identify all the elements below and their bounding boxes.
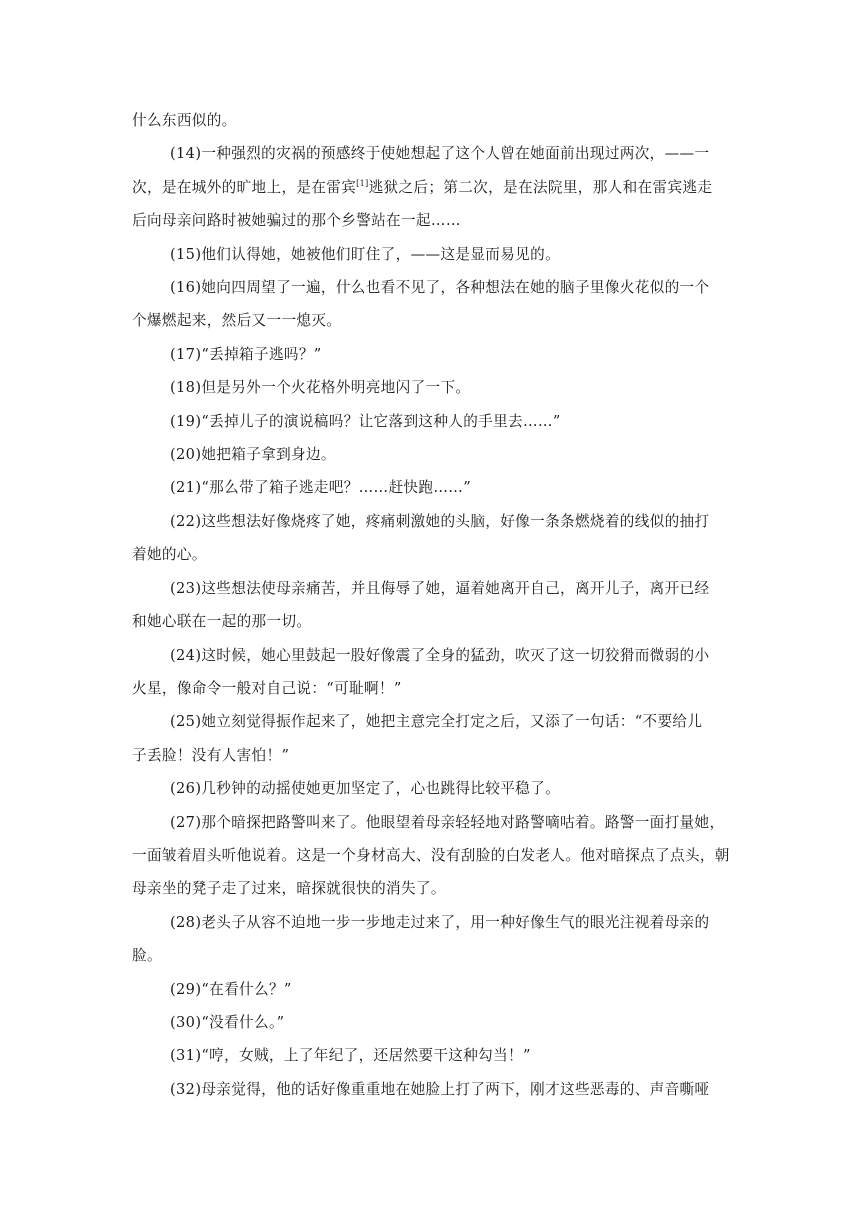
lead-line: 什么东西似的。 (132, 112, 237, 129)
paragraph-line: (15)他们认得她，她被他们盯住了，——这是显而易见的。 (170, 245, 561, 263)
paragraph-line: (23)这些想法使母亲痛苦，并且侮辱了她，逼着她离开自己，离开儿子，离开已经 (170, 579, 710, 597)
paragraph-24 (132, 639, 732, 706)
paragraph-18 (132, 371, 732, 404)
paragraph-line: 着她的心。 (132, 546, 207, 564)
paragraph-line: 一面皱着眉头听他说着。这是一个身材高大、没有刮脸的白发老人。他对暗探点了点头，朝 (132, 846, 730, 864)
paragraph-21 (132, 471, 732, 504)
paragraph-line: (16)她向四周望了一遍，什么也看不见了，各种想法在她的脑子里像火花似的一个 (170, 279, 710, 297)
paragraph-line: 脸。 (132, 947, 162, 965)
paragraph-32 (132, 1073, 732, 1106)
paragraph-line: (17)“丢掉箱子逃吗？” (170, 345, 322, 363)
paragraph-line: (25)她立刻觉得振作起来了，她把主意完全打定之后，又添了一句话：“不要给儿 (170, 713, 703, 731)
paragraph-19 (132, 405, 732, 438)
paragraph-17 (132, 338, 732, 371)
paragraph-28 (132, 906, 732, 973)
paragraph-line: (24)这时候，她心里鼓起一股好像震了全身的猛劲，吹灭了这一切狡猾而微弱的小 (170, 646, 710, 664)
paragraph-line: 后向母亲问路时被她骗过的那个乡警站在一起…… (132, 212, 461, 230)
paragraph-line: (28)老头子从容不迫地一步一步地走过来了，用一种好像生气的眼光注视着母亲的 (170, 913, 710, 931)
paragraph-line: (30)“没看什么。” (170, 1013, 285, 1031)
paragraph-23 (132, 572, 732, 639)
paragraph-line: (20)她把箱子拿到身边。 (170, 446, 336, 464)
paragraph-31 (132, 1039, 732, 1072)
paragraph-line: (18)但是另外一个火花格外明亮地闪了一下。 (170, 379, 471, 397)
paragraph-line: (31)“哼，女贼，上了年纪了，还居然要干这种勾当！” (170, 1047, 531, 1065)
paragraph-line: 子丢脸！没有人害怕！” (132, 746, 290, 764)
paragraph-line: (21)“那么带了箱子逃走吧？……赶快跑……” (170, 479, 472, 497)
paragraph-line: (26)几秒钟的动摇使她更加坚定了，心也跳得比较平稳了。 (170, 780, 561, 798)
paragraph-26 (132, 772, 732, 805)
paragraph-14 (132, 137, 732, 237)
paragraph-line: 火星，像命令一般对自己说：“可耻啊！” (132, 679, 402, 697)
paragraph-line: (19)“丢掉儿子的演说稿吗？让它落到这种人的手里去……” (170, 412, 561, 430)
paragraph-25 (132, 705, 732, 772)
paragraph-line: 母亲坐的凳子走了过来，暗探就很快的消失了。 (132, 880, 446, 898)
paragraph-20 (132, 438, 732, 471)
paragraph-29 (132, 973, 732, 1006)
paragraph-22 (132, 505, 732, 572)
paragraph-27 (132, 806, 732, 906)
document-page (132, 104, 732, 1106)
paragraph-16 (132, 271, 732, 338)
paragraph-line: 和她心联在一起的那一切。 (132, 613, 312, 631)
paragraph-line: 个爆燃起来，然后又一一熄灭。 (132, 312, 342, 330)
paragraph-line: (22)这些想法好像烧疼了她，疼痛刺激她的头脑，好像一条条燃烧着的线似的抽打 (170, 512, 710, 530)
footnote-marker[interactable]: [1] (356, 178, 369, 188)
paragraph-line: (27)那个暗探把路警叫来了。他眼望着母亲轻轻地对路警嘀咕着。路警一面打量她， (170, 813, 725, 831)
paragraph-line (132, 171, 732, 204)
paragraph-15 (132, 238, 732, 271)
paragraph-line: (29)“在看什么？” (170, 980, 292, 998)
paragraph-line: (14)一种强烈的灾祸的预感终于使她想起了这个人曾在她面前出现过两次，——一 (170, 145, 710, 163)
paragraph-line-segment: 次，是在城外的旷地上，是在雷宾 (132, 178, 357, 196)
paragraph-line-segment: 逃狱之后；第二次，是在法院里，那人和在雷宾逃走 (368, 178, 713, 196)
paragraph-line: (32)母亲觉得，他的话好像重重地在她脸上打了两下，刚才这些恶毒的、声音嘶哑 (170, 1080, 710, 1098)
paragraph-30 (132, 1006, 732, 1039)
